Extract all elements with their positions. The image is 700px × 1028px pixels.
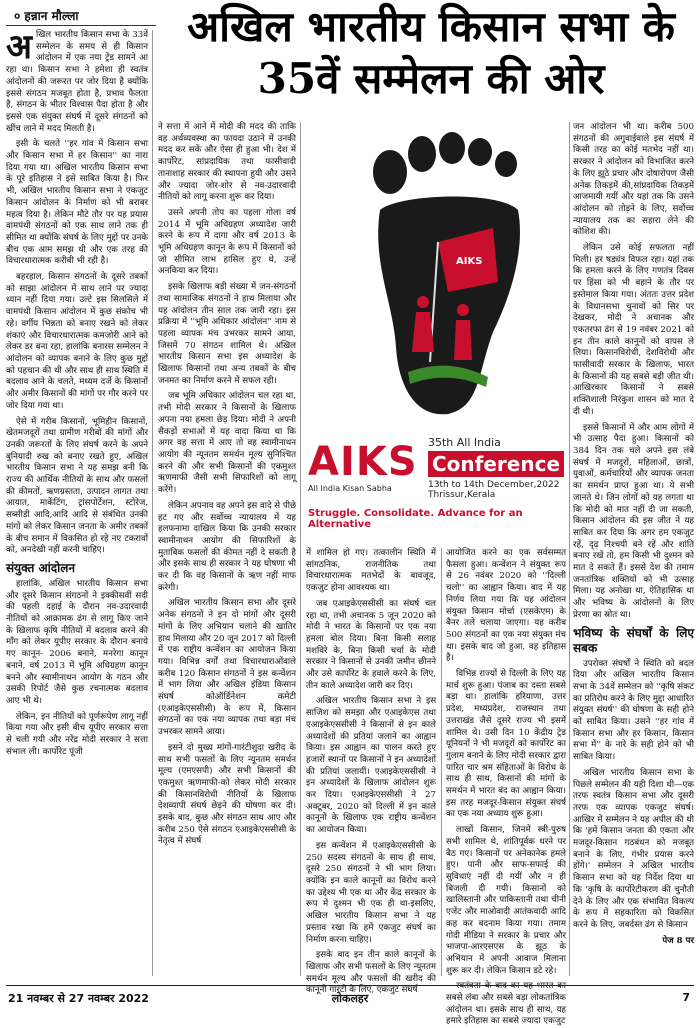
article-column-3 (306, 548, 436, 996)
paragraph-text: खिल भारतीय किसान सभा के 33वें सम्मेलन के समय से ही किसान आंदोलन में एक नया ट्रेंड सामने आ रहा था। किसान सभा ने हमेशा ही स्वतंत्र आंदोलनों की जरूरत पर जोर दिया है क्योंकि इससे संगठन मजबूत होता है, प्रभाव फैलता है, संगठन के भीतर विश्वास पैदा होता है और इससे एक संयुक्त संघर्ष में दूसरे संगठनों को खींच लाने में मदद मिलती है। (6, 30, 148, 134)
headline-line-2: 35वें सम्मेलन की ओर (257, 54, 605, 103)
conference-dates: 13th to 14th December,2022 (428, 480, 560, 490)
paragraph: आयोजित करने का एक सर्वसम्मत फैसला हुआ। कन्वेंशन ने संयुक्त रूप से 26 नवंबर 2020 को ''दिल्ली चलो'' का आह्वान किया। बाद में यह निर्णय लिया गया कि यह आंदोलन संयुक्त किसान मोर्चा (एसकेएम) के बैनर तले चलाया जाएगा। यह करीब 500 संगठनों का एक नया संयुक्त मंच था। इसके बाद जो हुआ, वह इतिहास है। (446, 548, 566, 664)
headline (166, 2, 696, 106)
paragraph: इसी के चलते ''हर गांव में किसान सभा और किसान सभा में हर किसान'' का नारा दिया गया था। अखिल भारतीय किसान सभा के पूरे इतिहास ने इसे साबित किया है। फिर भी, अखिल भारतीय किसान सभा ने एकजुट किसान आंदोलन के निर्माण को भी बराबर महत्व दिया है। लेकिन मौटे तौर पर यह प्रयास वामपंथी संगठनों को एक साथ लाने तक ही सीमित था क्योंकि संघर्ष के लिए मुद्दों पर उनके बीच एक आम समझ थी और एक तरह की विचारधारात्मक करीबी भी रही है। (6, 139, 148, 267)
lead-paragraph (6, 27, 148, 135)
aiks-wordmark: AIKS (308, 439, 418, 485)
subheading-lessons: भविष्य के संघर्षों के लिए सबक (573, 625, 694, 655)
footprint-icon (368, 132, 528, 422)
paragraph: जन आंदोलन भी था। करीब 500 संगठनों की अगुवाईवाले इस संघर्ष में किसी तरह का कोई मतभेद नहीं था। सरकार ने आंदोलन को विभाजित करने के लिए झूठे प्रचार और दोषारोपण जैसी अनेक तिकड़में की,सांप्रदायिक तिकड़में आजमायी गयीं और यहां तक कि उसने आंदोलन को तोड़ने के लिए, सर्वोच्च न्यायालय तक का सहारा लेने की कोशिश की। (573, 122, 694, 238)
paragraph: ऐसे में गरीब किसानों, भूमिहीन किसानों, खेतमजदूरों तथा ग्रामीण गरीबों की मांगों और उनकी जरूरतों के लिए संघर्ष करने के अपने बुनियादी रुख को बनाए रखते हुए, अखिल भारतीय किसान सभा ने यह समझ बनी कि राज्य की आर्थिक नीतियों के साथ और फसलों की कीमतों, ऋणग्रस्तता, उत्पादन लागत तथा आयात, मार्केटिंग, ट्रांसपोर्टेशन, स्टोरेज, सब्सीडी आदि,आदि आदि से संबंधित उनकी मांगों को लेकर किसान जनता के अमीर तबकों के बीच समान में विकसित हो रहे नए टकरावों को, अनदेखी नहीं करनी चाहिए। (6, 416, 148, 556)
paragraph: जब भूमि अधिकार आंदोलन चल रहा था, तभी मोदी सरकार ने किसानों के खिलाफ अपना नया हमला छेड़ दिया। मोदी ने अपनी सैकड़ों सभाओं में यह वादा किया था कि अगर वह सत्ता में आए तो वह स्वामीनाथन आयोग की न्यूनतम समर्थन मूल्य सुनिश्चित करने की और सभी किसानों की एकमुश्त ऋणमाफी जैसी सभी सिफारिशों को लागू करेंगे। (158, 391, 296, 496)
conference-label: Conference (428, 451, 564, 477)
poster-tagline: Struggle. Consolidate. Advance for an Alternative (308, 508, 523, 530)
article-column-4 (446, 548, 566, 1027)
article-column-1 (6, 27, 148, 976)
paragraph: अखिल भारतीय किसान सभा और दूसरे अनेक संगठनों ने इन दो मांगों और दूसरी मांगों के लिए अभियान चलाने की खातिर हाथ मिलाया और 20 जून 2017 को दिल्ली में एक राष्ट्रीय कन्वेंशन का आयोजन किया गया। विभिन्न वर्गों तथा विचारधाराओंवाले करीब 120 किसान संगठनों ने इस कन्वेंशन में भाग लिया और अखिल इंडिया किसान संघर्ष कोऑर्डिनेशन कमेटी (एआइकेएससीसी) के रूप में, किसान संगठनों का एक नया व्यापक तथा बड़ा मंच उभरकर सामने आया। (158, 598, 296, 738)
paragraph: इससे किसानों में और आम लोगों में भी उत्साह पैदा हुआ। किसानों को 384 दिन तक चले अपने इस लंबे संघर्ष में मजदूरों, महिलाओं, छात्रों, युवाओं, कर्मचारियों और व्यापक जनता का समर्थन प्राप्त हुआ था। ये सभी जानते थे। जिन लोगों को यह लगता था कि मोदी को मात नहीं दी जा सकती, किसान आंदोलन की इस जीत ने यह साबित कर दिया कि अगर हम एकजुट रहें, दृढ़ निश्चयी बने रहें और शांति बनाए रखें तो, हम किसी भी दुश्मन को मात दे सकते हैं। इससे देश की तमाम जनतांत्रिक शक्तियों को भी उत्साह मिला। यह अनोखा था, ऐतिहासिक था और भविष्य के आंदोलनों के लिए प्रेरणा का स्रोत था। (573, 422, 694, 620)
paragraph: स्वतंत्रता के बाद का यह भारत का सबसे लंबा और सबसे बड़ा लोकतांत्रिक आंदोलन था। इसके साथ ही साथ, यह हमारे इतिहास का सबसे ज्यादा एकजुट (446, 981, 566, 1027)
paragraph: हालांकि, अखिल भारतीय किसान सभा और दूसरे किसान संगठनों ने इक्कीसवीं सदी की पहली दहाई के दौरान नव-उदारवादी नीतियों को आक्रामक ढंग से लागू किए जाने के खिलाफ कृषि नीतियों में बदलाव करने की माँग को लेकर यूपीए सरकार के दौरान बनाये गए कानून- 2006 बनाने, मनरेगा कानून बनाने, वर्ष 2013 में भूमि अधिग्रहण कानून बनने और स्वामीनाथन आयोग के गठन और उसकी रिपोर्ट जैसे कुछ रचनात्मक बदलाव आए भी थे। (6, 578, 148, 706)
paragraph: उपरोक्त संघर्षों ने स्थिति को बदल दिया और अखिल भारतीय किसान सभा के 34वें सम्मेलन को ''कृषि संकट का प्रतिरोध करने के लिए मुद्दा आधारित संयुक्त संघर्ष'' की घोषणा के सही होने को साबित किया। उसने ''हर गांव में किसान सभा और हर किसान, किसान सभा में'' के नारे के सही होने को भी साबित किया। (573, 658, 695, 763)
paragraph: इसने दो मुख्य मांगों-गारंटीशुदा खरीद के साथ सभी फसलों के लिए न्यूनतम समर्थन मूल्य (एमएसपी) और सभी किसानों की एकमुश्त ऋणमाफी-को लेकर मोदी सरकार की किसानविरोधी नीतियों के खिलाफ देशव्यापी संघर्ष छेड़ने की घोषणा कर दी। इसके बाद, कुछ और संगठन साथ आए और करीब 250 ऐसे संगठन एआइकेएससीसी के नेतृत्व में संघर्ष (158, 742, 296, 847)
aiks-logo (308, 440, 423, 493)
continued-on-page: पेज 8 पर (662, 935, 694, 946)
conference-place: Thrissur,Kerala (428, 490, 496, 500)
article-column-2 (158, 122, 296, 976)
page-number: 7 (682, 991, 690, 1004)
conference-info (428, 436, 564, 500)
page-footer (6, 985, 694, 1007)
paragraph: अखिल भारतीय किसान सभा ने इस साजिश को समझा और एआइकेएस तथा एआइकेएससीसी ने किसानों से इन काले अध्यादेशों की प्रतियां जलाने का आह्वान किया। इस आह्वान का पालन करते हुए हजारों स्थानों पर किसानों ने इन अध्यादेशों की प्रतियां जलायीं। एआइकेएससीसी ने इन अध्यादेशों के खिलाफ आंदोलन शुरू कर दिया। एआइकेएससीसी ने 27 अक्टूबर, 2020 को दिल्ली में इन काले कानूनों के खिलाफ एक राष्ट्रीय कन्वेंशन का आयोजन किया। (306, 696, 436, 836)
paragraph: जब एआइकेएससीसी का संघर्ष चल रहा था, तभी अचानक 5 जून 2020 को मोदी ने भारत के किसानों पर एक नया हमला बोल दिया। बिना किसी सलाह मशविरे के, बिना किसी चर्चा के मोदी सरकार ने किसानों से उनकी जमीन छीनने और उसे कार्पोरेट के हवाले करने के लिए, तीन काले अध्यादेश जारी कर दिए। (306, 598, 436, 691)
conference-poster (304, 122, 566, 542)
paragraph: लेकिन अपनाव वह अपने इस वादे से पीछे हट गए और सर्वोच्च न्यायालय में यह हलफनामा दाखिल किया कि उनकी सरकार स्वामीनाथन आयोग की सिफारिशों के मुताबिक फसलों की कीमत नहीं दे सकती है और इसके साथ ही सरकार ने यह घोषणा भी कर दी कि वह किसानों के ऋण नहीं माफ करेगी। (158, 500, 296, 593)
flag-label: AIKS (456, 256, 483, 267)
article-column-5 (573, 122, 694, 976)
paragraph: इसके बाद इन तीन काले कानूनों के खिलाफ और सभी फसलों के लिए न्यूनतम समर्थन मूल्य और फसलों की खरीद की कानूनी गारंटी के लिए, एकजुट संघर्ष (306, 950, 436, 996)
drop-cap: अ (6, 27, 32, 67)
newspaper-name: लोकलहर (331, 992, 369, 1005)
paragraph: विभिन्न राज्यों से दिल्ली के लिए यह मार्च शुरू हुआ। पंजाब का दस्ता सबसे बड़ा था। हालांकि हरियाणा, उत्तर प्रदेश, मध्यप्रदेश, राजस्थान तथा उत्तराखंड जैसे दूसरे राज्य भी इसमें शामिल थे। उसी दिन 10 केंद्रीय ट्रेड यूनियनों ने भी मजदूरों को कार्पोरेट का गुलाम बनाने के लिए मोदी सरकार द्वारा पारित चार श्रम संहिताओं के विरोध के साथ ही साथ, किसानों की मांगों के समर्थन में भारत बंद का आह्वान किया। इस तरह मजदूर-किसान संयुक्त संघर्ष का एक नया अध्याय शुरू हुआ। (446, 669, 566, 820)
paragraph: बहरहाल, किसान संगठनों के दूसरे तबकों को साझा आंदोलन में साथ लाने पर ज्यादा ध्यान नहीं दिया गया। उल्टे इस सिलसिले में वामपंथी किसान आंदोलन में कुछ संकोच भी रहे। वर्गीय भिन्नता को बनाए रखने को लेकर शंकाएं और विचारधारात्मक कमजोरी आने को लेकर डर बना रहा, हालांकि बनारस सम्मेलन ने आंदोलन को व्यापक बनाने के लिए कुछ मुद्दों को पहचान की थी और साथ ही साथ स्थिति में बदलाव आने के चलते, मध्यम दर्जे के किसानों और अमीर किसानों की मांगों पर गौर करने पर जोर दिया गया था। (6, 272, 148, 411)
aiks-fullname: All India Kisan Sabha (308, 484, 392, 493)
paragraph: इसके खिलाफ बड़ी संख्या में जन-संगठनों तथा सामाजिक संगठनों ने हाथ मिलाया और यह आंदोलन तीन साल तक जारी रहा। इस प्रक्रिया में ''भूमि अधिकार आंदोलन'' नाम से पहला व्यापक मंच उभरकर सामने आया, जिसमें 70 संगठन शामिल थे। अखिल भारतीय किसान सभा इस अध्यादेश के खिलाफ किसानों तथा अन्य तबकों के बीच जनमत का निर्माण करने में सफल रही। (158, 282, 296, 386)
paragraph: लेकिन, इन नीतियों को पूर्णरूपेण लागू नहीं किया गया और इसी बीच यूपीए सरकार सत्ता से चली गयी और नरेंद्र मोदी सरकार ने सत्ता संभाल ली। कार्पोरेट पूंजी (6, 711, 148, 757)
column-divider (152, 30, 153, 976)
headline-line-1: अखिल भारतीय किसान सभा के (187, 2, 675, 51)
subheading-joint-movement: संयुक्त आंदोलन (6, 560, 76, 575)
paragraph: में शामिल हो गए। तत्कालीन स्थिति में सांगठनिक, राजनीतिक तथा विचारधारात्मक मतभेदों के बावजूद, एकजुट होना आवश्यक था। (306, 548, 436, 594)
paragraph: अखिल भारतीय किसान सभा के पिछले सम्मेलन की यही दिशा थी—एक तरफ स्वतंत्र किसान सभा और दूसरी तरफ एक व्यापक एकजुट संघर्ष। आखिर में सम्मेलन ने यह अपील की थी कि 'हमें किसान जनता की एकता और मजदूर-किसान गठबंधन को मजबूत बनाने के लिए, गंभीर प्रयास करने होंगे।' सम्मेलन ने अखिल भारतीय किसान सभा को यह निर्देश दिया था कि 'कृषि के कार्पोरेटीकरण की चुनौती देने के लिए और एक संभावित विकल्प के रूप में सहकारिता को विकसित करने के लिए, जबर्दस्त ढंग से किसान (573, 767, 694, 930)
paragraph: लाखों किसान, जिनमें स्त्री-पुरुष सभी शामिल थे, शांतिपूर्वक धरने पर बैठ गए। किसानों पर अनेकानेक हमले हुए। पानी और साफ-सफाई की सुविधाएं नहीं दी गयीं और न ही बिजली दी गयी। किसानों को खालिस्तानी और पाकिस्तानी तथा चीनी एजेंट और माओवादी आतंकवादी आदि कह कर बदनाम किया गया। तमाम गोदी मीडिया ने सरकार के प्रचार और भाजपा-आरएसएस के झूठ के अभियान में अपनी आवाज मिलाना शुरू कर दी। लेकिन किसान डटे रहे। (446, 825, 566, 976)
issue-dates: 21 नवम्बर से 27 नवम्बर 2022 (8, 992, 149, 1005)
column-divider (441, 548, 442, 976)
conference-edition: 35th All India (428, 436, 501, 449)
paragraph: ने सत्ता में आने में मोदी की मदद की ताकि वह अर्थव्यवस्था का फायदा उठाने में उनकी मदद कर सकें और ऐसा ही हुआ भी। देश में कार्पोरेट, सांप्रदायिक तथा फासीवादी तानाशाह सरकार की स्थापना हुयी और उसने और ज्यादा जोर-शोर से नव-उदारवादी नीतियों को लागू करना शुरू कर दिया। (158, 122, 296, 203)
column-divider (300, 122, 301, 976)
byline: ० हन्नान मौल्ला (6, 4, 156, 26)
paragraph: इस कन्वेंशन में एआइकेएससीसी के 250 सदस्य संगठनों के साथ ही साथ, दूसरे 250 संगठनों ने भी भाग लिया। क्योंकि इन काले कानूनों का विरोध करने का उद्देश्य भी एक था और केंद्र सरकार के रूप में दुश्मन भी एक ही था-इसलिए, अखिल भारतीय किसान सभा ने यह प्रस्ताव रखा कि हमें एकजुट संघर्ष का निर्माण करना चाहिए। (306, 840, 436, 945)
paragraph: लेकिन उसे कोई सफलता नहीं मिली। हर षड्यंत्र विफल रहा। यहां तक कि हमला करने के लिए गणतंत्र दिवस पर हिंसा को भी बहाने के तौर पर इस्तेमाल किया गया। अंततः उत्तर प्रदेश के विधानसभा चुनावों को सिर पर देखकर, मोदी ने अचानक और एकतरफा ढंग से 19 नवंबर 2021 को इन तीन काले कानूनों को वापस ले लिया। किसानविरोधी, देशविरोधी और फासीवादी सरकार के खिलाफ, भारत के किसानों की यह सबसे बड़ी जीत थी। आखिरकार किसानों ने सबसे शक्तिशाली निरंकुश शासन को मात दे दी थी। (573, 243, 694, 417)
column-divider (569, 122, 570, 976)
paragraph: उसने अपनी तोप का पहला गोला वर्ष 2014 में भूमि अधिग्रहण अध्यादेश जारी करने के रूप में दागा और वर्ष 2013 के भूमि अधिग्रहण कानून के रूप में किसानों को जो सीमित लाभ हासिल हुए थे, उन्हें अनकिया कर दिया। (158, 207, 296, 277)
